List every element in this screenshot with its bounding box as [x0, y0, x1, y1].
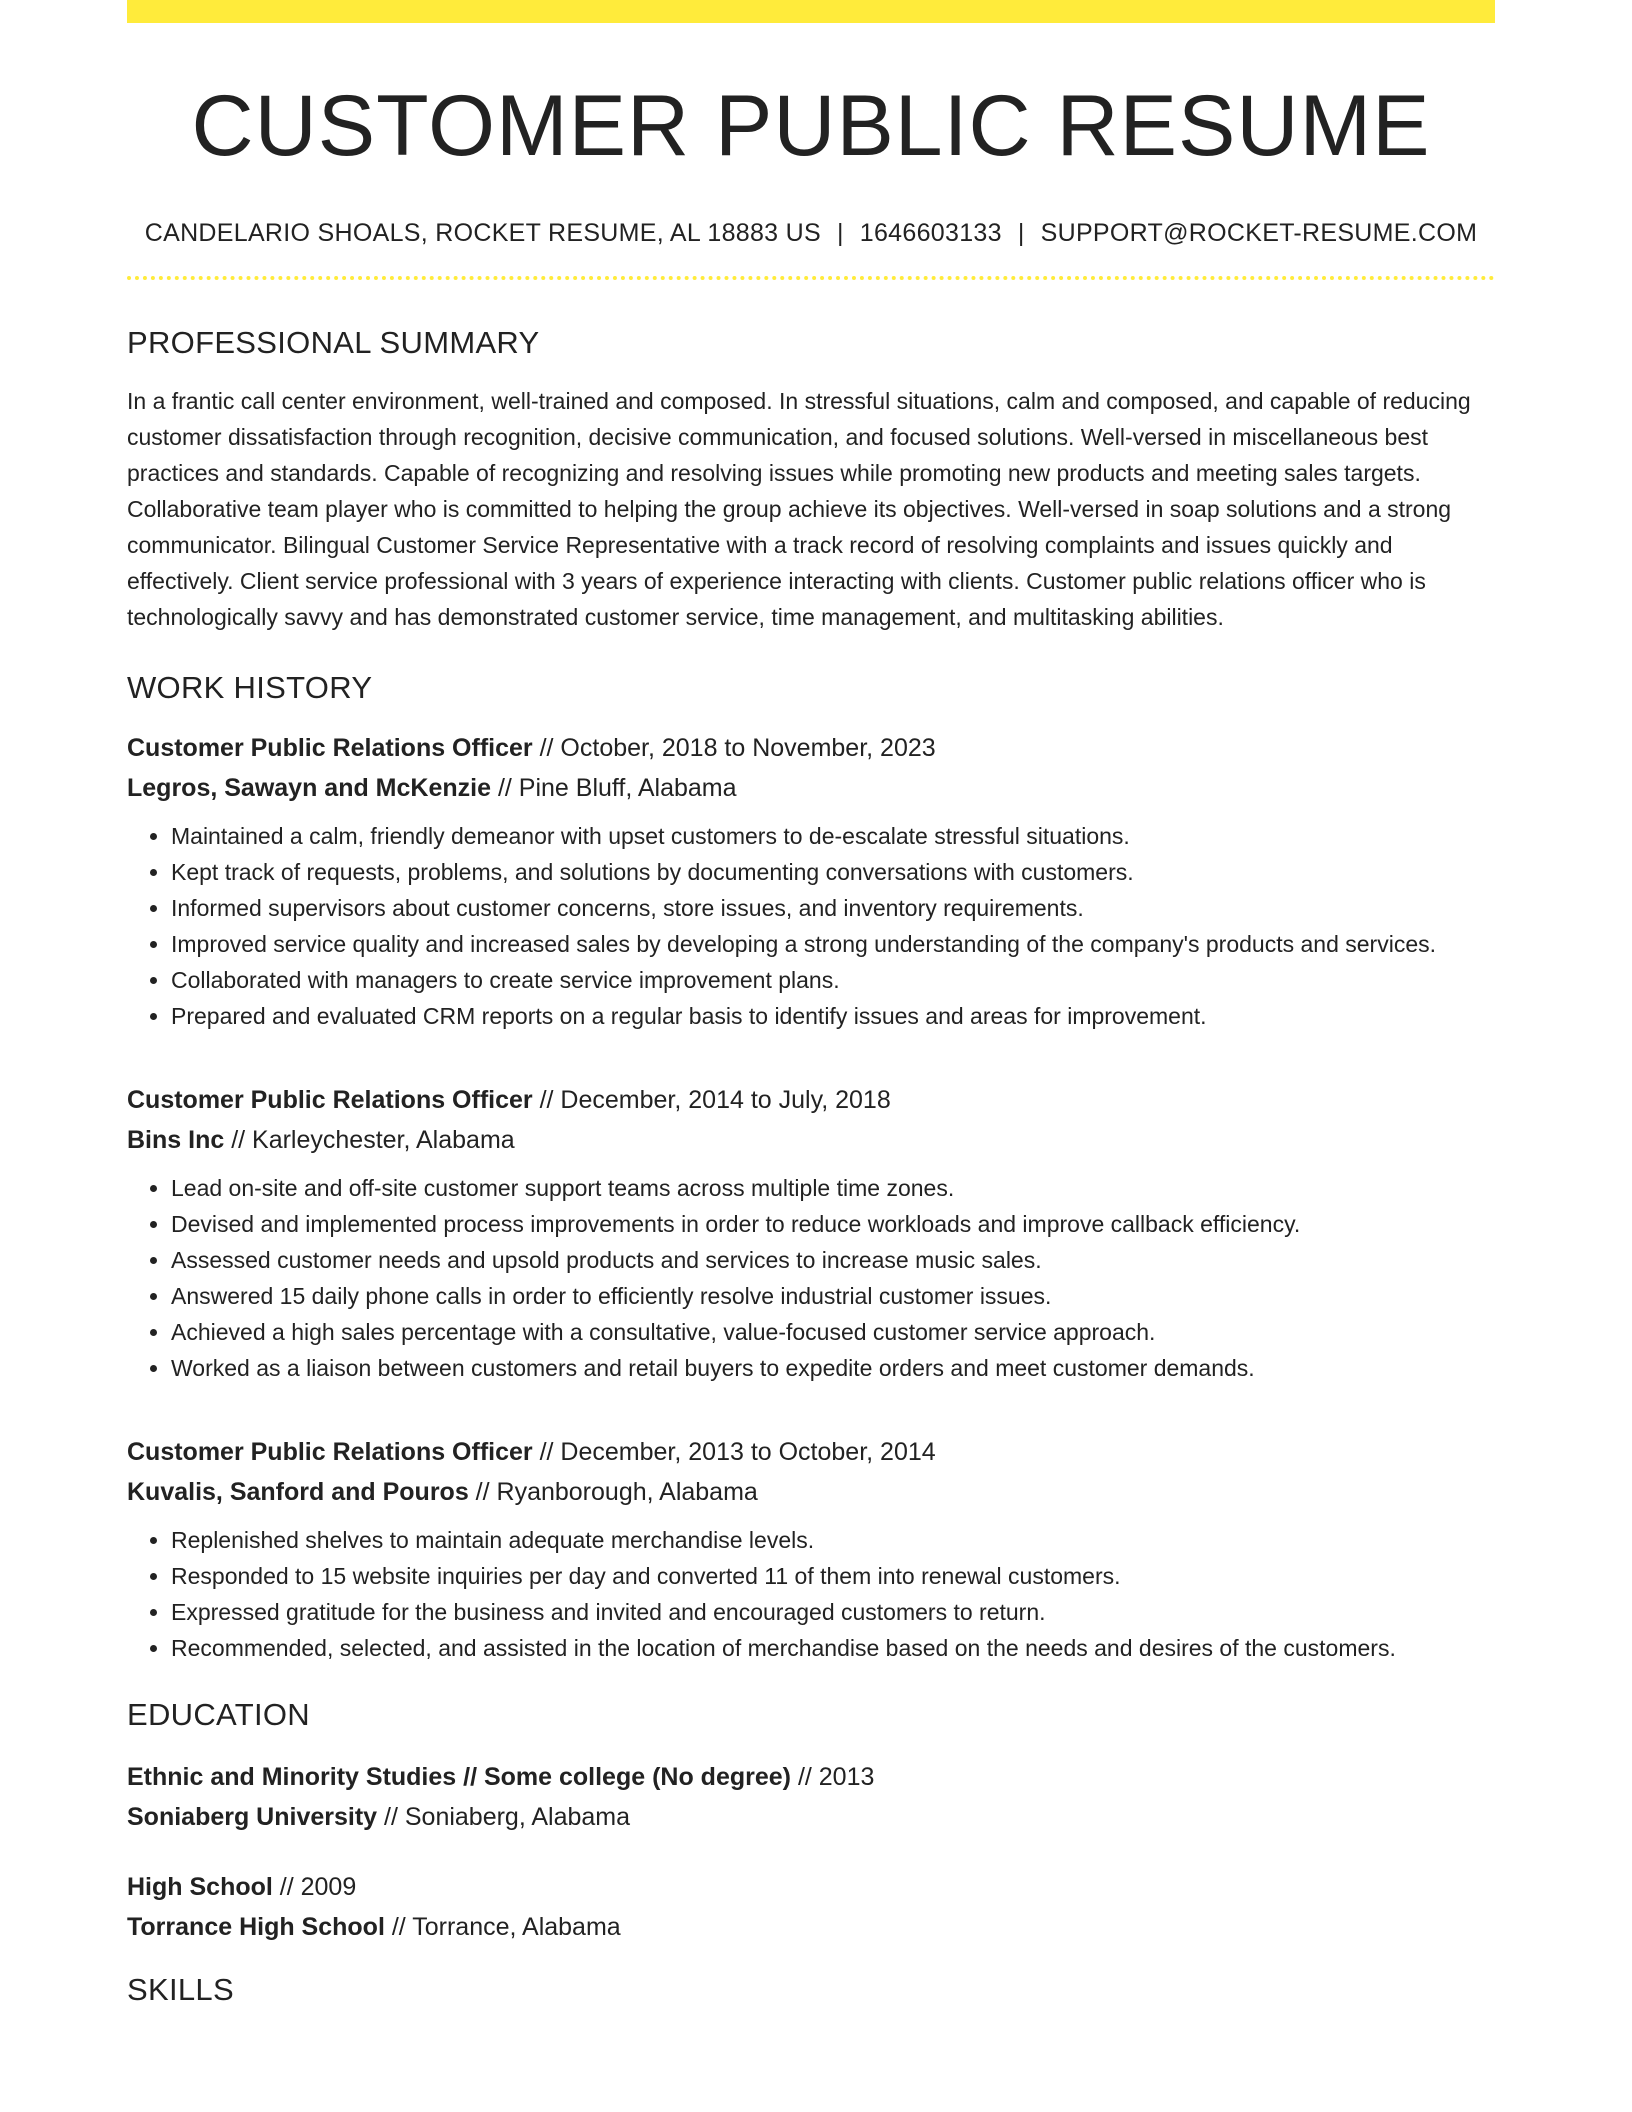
- list-item: • Lead on-site and off-site customer support teams across multiple time zones.: [171, 1170, 1495, 1206]
- job-dates: // October, 2018 to November, 2023: [532, 733, 936, 762]
- education-location: // Soniaberg, Alabama: [377, 1803, 631, 1832]
- list-item: • Devised and implemented process improvements in order to reduce workloads and improve callback efficiency.: [171, 1206, 1495, 1242]
- list-item: • Responded to 15 website inquiries per day and converted 11 of them into renewal customers.: [171, 1558, 1495, 1594]
- list-item: • Expressed gratitude for the business and invited and encouraged customers to return.: [171, 1594, 1495, 1630]
- job-entry: [127, 1432, 1495, 1666]
- list-item: • Kept track of requests, problems, and solutions by documenting conversations with customers.: [171, 854, 1495, 890]
- list-item: • Collaborated with managers to create service improvement plans.: [171, 962, 1495, 998]
- education-degree-line: [127, 1867, 1495, 1907]
- list-item: • Replenished shelves to maintain adequate merchandise levels.: [171, 1522, 1495, 1558]
- work-history-heading: WORK HISTORY: [127, 669, 373, 705]
- education-heading: EDUCATION: [127, 1696, 310, 1732]
- job-company-line: [127, 768, 1495, 808]
- education-school-line: [127, 1907, 1495, 1947]
- contact-phone: 1646603133: [859, 218, 1002, 247]
- job-role: Customer Public Relations Officer: [127, 1085, 533, 1114]
- contact-email: SUPPORT@ROCKET-RESUME.COM: [1040, 218, 1478, 247]
- job-bullets: [127, 818, 1495, 1034]
- summary-text: In a frantic call center environment, well-trained and composed. In stressful situations, calm and composed, and capable of reducing customer dissatisfaction through recognition, decisive communication, and focused solutions. Well-versed in miscellaneous best practices and standards. Capable of recognizing and resolving issues while promoting new products and meeting sales targets. Collaborative team player who is committed to helping the group achieve its objectives. Well-versed in soap solutions and a strong communicator. Bilingual Customer Service Representative with a track record of resolving complaints and issues quickly and effectively. Client service professional with 3 years of experience interacting with clients. Customer public relations officer who is technologically savvy and has demonstrated customer service, time management, and multitasking abilities.: [127, 387, 1471, 630]
- job-company-line: [127, 1120, 1495, 1160]
- list-item: • Improved service quality and increased sales by developing a strong understanding of the company's products and services.: [171, 926, 1495, 962]
- list-item: • Answered 15 daily phone calls in order to efficiently resolve industrial customer issues.: [171, 1278, 1495, 1314]
- job-role-line: [127, 728, 1495, 768]
- job-company-line: [127, 1472, 1495, 1512]
- skills-heading: SKILLS: [127, 1972, 234, 2008]
- contact-address: CANDELARIO SHOALS, ROCKET RESUME, AL 18883 US: [144, 218, 821, 247]
- header-divider: [127, 276, 1495, 280]
- job-company: Kuvalis, Sanford and Pouros: [127, 1477, 469, 1506]
- job-role-line: [127, 1432, 1495, 1472]
- job-bullets: [127, 1522, 1495, 1666]
- job-dates: // December, 2014 to July, 2018: [532, 1085, 891, 1114]
- job-company: Legros, Sawayn and McKenzie: [127, 773, 491, 802]
- summary-heading: PROFESSIONAL SUMMARY: [127, 324, 540, 360]
- job-company: Bins Inc: [127, 1125, 225, 1154]
- job-location: // Pine Bluff, Alabama: [491, 773, 737, 802]
- job-role: Customer Public Relations Officer: [127, 1437, 533, 1466]
- education-entry: [127, 1867, 1495, 1947]
- education-school: Soniaberg University: [127, 1803, 378, 1832]
- resume-page: [127, 0, 1495, 2008]
- education-entry: [127, 1757, 1495, 1837]
- education-degree-line: [127, 1757, 1495, 1797]
- job-role-line: [127, 1080, 1495, 1120]
- job-entry: [127, 728, 1495, 1034]
- list-item: • Prepared and evaluated CRM reports on a regular basis to identify issues and areas for improvement.: [171, 998, 1495, 1034]
- job-dates: // December, 2013 to October, 2014: [532, 1437, 936, 1466]
- contact-separator: |: [1017, 218, 1025, 247]
- list-item: • Worked as a liaison between customers and retail buyers to expedite orders and meet customer demands.: [171, 1350, 1495, 1386]
- job-location: // Karleychester, Alabama: [224, 1125, 515, 1154]
- education-year: // 2009: [272, 1873, 357, 1902]
- list-item: • Recommended, selected, and assisted in the location of merchandise based on the needs and desires of the customers.: [171, 1630, 1495, 1666]
- education-year: // 2013: [791, 1763, 875, 1792]
- job-role: Customer Public Relations Officer: [127, 733, 533, 762]
- contact-line: [127, 218, 1495, 248]
- education-degree: Ethnic and Minority Studies // Some college (No degree): [127, 1763, 791, 1792]
- list-item: • Maintained a calm, friendly demeanor with upset customers to de-escalate stressful situations.: [171, 818, 1495, 854]
- job-entry: [127, 1080, 1495, 1386]
- list-item: • Achieved a high sales percentage with a consultative, value-focused customer service approach.: [171, 1314, 1495, 1350]
- education-school-line: [127, 1797, 1495, 1837]
- education-degree: High School: [127, 1873, 273, 1902]
- list-item: • Informed supervisors about customer concerns, store issues, and inventory requirements.: [171, 890, 1495, 926]
- job-location: // Ryanborough, Alabama: [468, 1477, 758, 1506]
- education-location: // Torrance, Alabama: [384, 1913, 621, 1942]
- contact-separator: |: [836, 218, 844, 247]
- list-item: • Assessed customer needs and upsold products and services to increase music sales.: [171, 1242, 1495, 1278]
- job-bullets: [127, 1170, 1495, 1386]
- accent-bar: [127, 0, 1495, 23]
- resume-title: CUSTOMER PUBLIC RESUME: [191, 78, 1431, 174]
- education-school: Torrance High School: [127, 1913, 385, 1942]
